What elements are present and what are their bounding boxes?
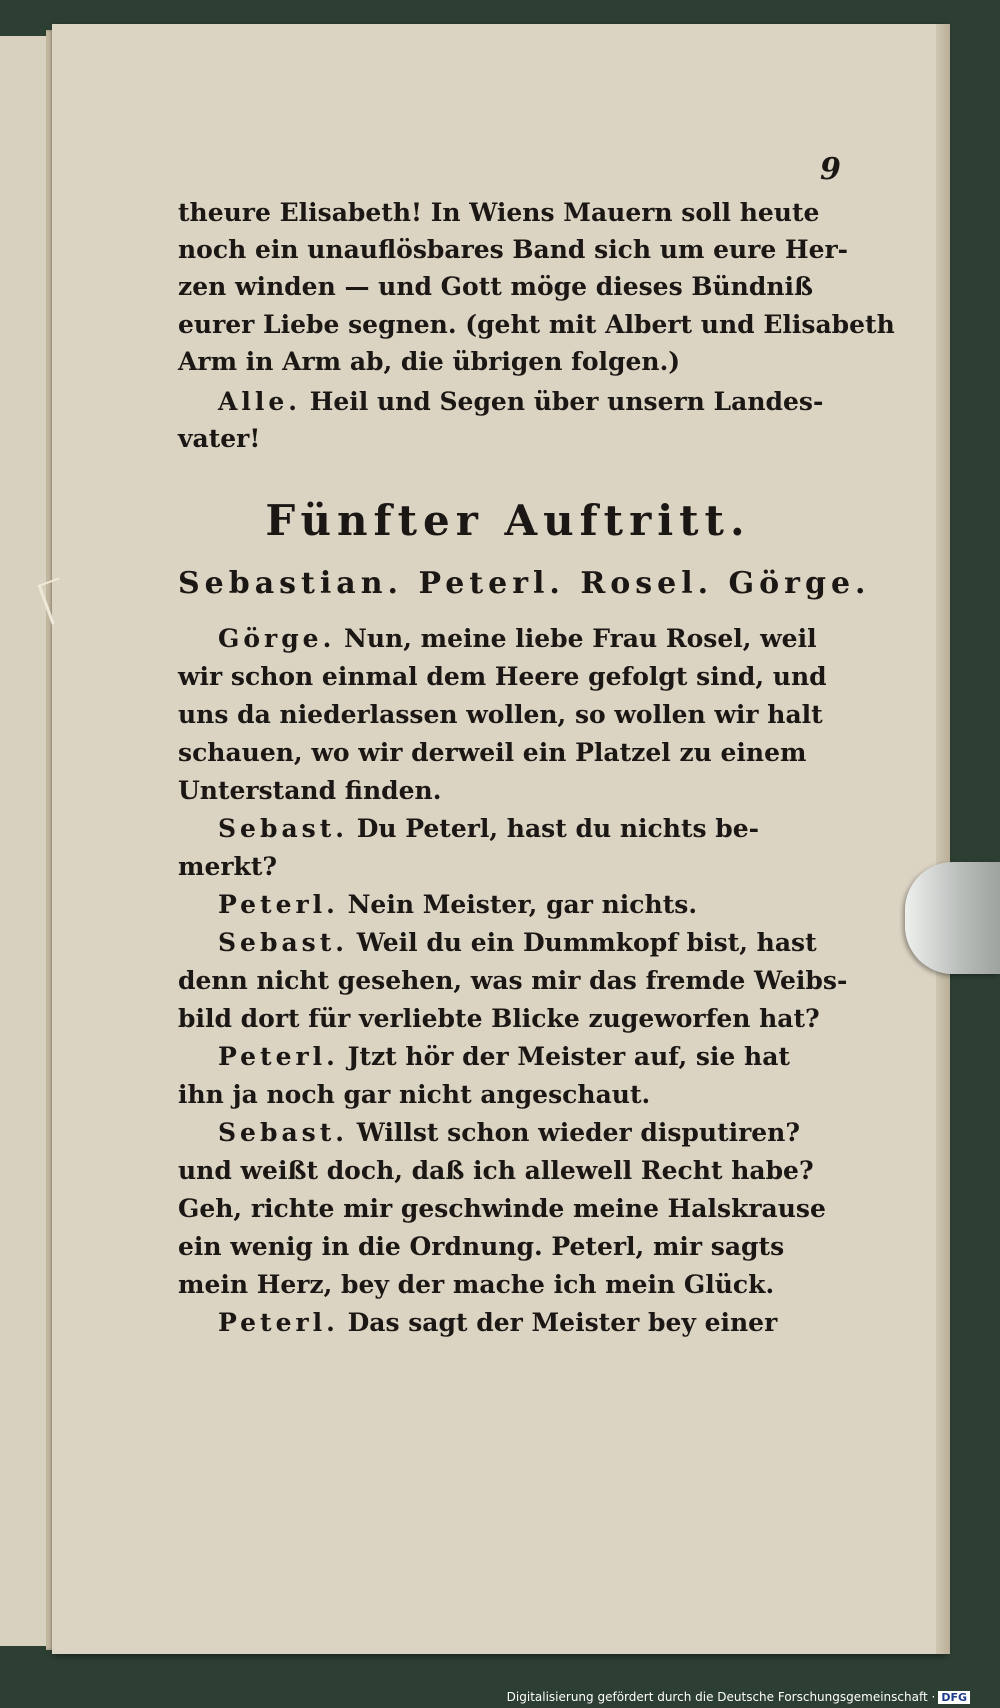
text-line: ein wenig in die Ordnung. Peterl, mir sagts bbox=[178, 1232, 785, 1261]
speaker-name: Sebast. bbox=[218, 814, 348, 843]
text-line: eurer Liebe segnen. (geht mit Albert und Elisabeth bbox=[178, 310, 895, 339]
speaker-name: Peterl. bbox=[218, 1308, 339, 1337]
speaker-name: Alle. bbox=[218, 387, 302, 416]
speech-sebast-2 bbox=[218, 930, 817, 955]
speech-sebast-1 bbox=[218, 816, 759, 841]
text-line: vater! bbox=[178, 424, 261, 453]
text-line: ihn ja noch gar nicht angeschaut. bbox=[178, 1080, 651, 1109]
text-line: Arm in Arm ab, die übrigen folgen.) bbox=[178, 347, 681, 376]
speech-peterl-2 bbox=[218, 1044, 790, 1069]
speech-text: Nein Meister, gar nichts. bbox=[347, 890, 698, 919]
text-line: zen winden — und Gott möge dieses Bündniß bbox=[178, 272, 813, 301]
credit-text: Digitalisierung gefördert durch die Deutsche Forschungsgemeinschaft · bbox=[506, 1690, 936, 1704]
page-edge bbox=[936, 24, 950, 1654]
speaker-name: Sebast. bbox=[218, 1118, 348, 1147]
speech-peterl-1 bbox=[218, 892, 697, 917]
page-holder-clip bbox=[905, 862, 1000, 974]
speaker-name: Peterl. bbox=[218, 1042, 339, 1071]
digitization-credit bbox=[507, 1690, 970, 1704]
text-line: bild dort für verliebte Blicke zugeworfen hat? bbox=[178, 1004, 820, 1033]
speech-text: Weil du ein Dummkopf bist, hast bbox=[356, 928, 817, 957]
speaker-name: Sebast. bbox=[218, 928, 348, 957]
text-line: schauen, wo wir derweil ein Platzel zu einem bbox=[178, 738, 807, 767]
speech-alle bbox=[218, 389, 823, 414]
text-line: uns da niederlassen wollen, so wollen wir halt bbox=[178, 700, 823, 729]
scene-heading: Fünfter Auftritt. bbox=[265, 496, 751, 545]
speech-text: Du Peterl, hast du nichts be- bbox=[356, 814, 760, 843]
text-line: merkt? bbox=[178, 852, 278, 881]
left-page-edge bbox=[0, 36, 52, 1646]
speech-goerge bbox=[218, 626, 817, 651]
dfg-logo: DFG bbox=[938, 1691, 970, 1704]
speech-text: Nun, meine liebe Frau Rosel, weil bbox=[344, 624, 817, 653]
speech-peterl-3 bbox=[218, 1310, 777, 1335]
text-line: denn nicht gesehen, was mir das fremde Weibs- bbox=[178, 966, 848, 995]
speaker-name: Görge. bbox=[218, 624, 336, 653]
speech-text: Willst schon wieder disputiren? bbox=[356, 1118, 801, 1147]
text-line: theure Elisabeth! In Wiens Mauern soll heute bbox=[178, 198, 820, 227]
speech-text: Das sagt der Meister bey einer bbox=[347, 1308, 778, 1337]
speech-text: Heil und Segen über unsern Landes- bbox=[309, 387, 824, 416]
text-line: noch ein unauflösbares Band sich um eure Her- bbox=[178, 235, 849, 264]
speech-sebast-3 bbox=[218, 1120, 800, 1145]
page-number: 9 bbox=[820, 152, 841, 187]
text-line: Geh, richte mir geschwinde meine Halskrause bbox=[178, 1194, 826, 1223]
scene-persons: Sebastian. Peterl. Rosel. Görge. bbox=[178, 566, 871, 601]
text-line: und weißt doch, daß ich allewell Recht habe? bbox=[178, 1156, 814, 1185]
speaker-name: Peterl. bbox=[218, 890, 339, 919]
speech-text: Jtzt hör der Meister auf, sie hat bbox=[347, 1042, 790, 1071]
text-line: mein Herz, bey der mache ich mein Glück. bbox=[178, 1270, 775, 1299]
text-line: Unterstand finden. bbox=[178, 776, 442, 805]
text-line: wir schon einmal dem Heere gefolgt sind, und bbox=[178, 662, 827, 691]
